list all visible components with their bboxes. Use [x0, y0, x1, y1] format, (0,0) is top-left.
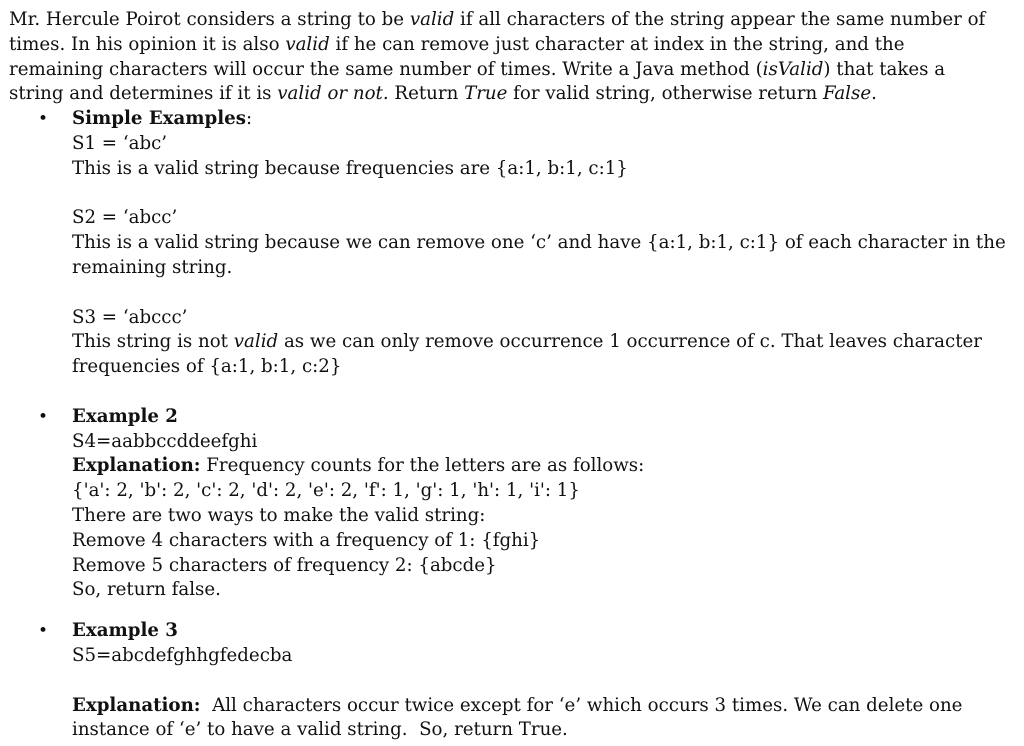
example-s5-label: S5=abcdefghhgfedecba [72, 644, 293, 666]
document-page [9, 8, 1014, 743]
intro-text: for valid string, otherwise return [507, 83, 823, 105]
intro-italic-valid: valid [409, 9, 455, 30]
bullet-icon: • [37, 109, 49, 130]
intro-text: Return [388, 83, 465, 105]
section-heading: Example 2 [72, 405, 178, 427]
intro-text: if he can remove just character at index in the string, and the [329, 33, 905, 55]
intro-text: if all characters of the string appear the same number of [454, 9, 986, 30]
section-heading: Example 3 [72, 620, 178, 642]
spacer [9, 380, 1014, 405]
intro-italic-valid: valid [285, 33, 330, 55]
intro-line-2 [9, 33, 1014, 58]
bullet-icon: • [37, 621, 49, 642]
example-s3-text: frequencies of {a:1, b:1, c:2} [72, 356, 342, 378]
explanation: Explanation: Frequency counts for the letters are as follows: [72, 455, 645, 477]
intro-text: . [871, 83, 877, 105]
intro-italic-method: isValid [762, 58, 824, 80]
explanation-line: Remove 4 characters with a frequency of 1: {fghi} [72, 529, 541, 551]
intro-line-1 [9, 8, 1014, 33]
explanation-line: So, return false. [72, 579, 221, 601]
section-example-2 [9, 405, 1014, 603]
explanation-line: Remove 5 characters of frequency 2: {abcde} [72, 554, 497, 576]
spacer [72, 281, 1014, 306]
example-s3-label: S3 = ‘abccc’ [72, 306, 188, 328]
section-simple-examples [9, 107, 1014, 380]
section-heading: Simple Examples: [72, 108, 253, 130]
spacer [9, 603, 1014, 619]
spacer [72, 669, 1014, 694]
example-s4-label: S4=aabbccddeefghi [72, 430, 258, 452]
intro-italic-valid-or-not: valid or not. [277, 83, 389, 105]
example-s3-text: This string is not valid as we can only remove occurrence 1 occurrence of c. That leaves character [72, 331, 982, 353]
intro-paragraph [9, 8, 1014, 107]
explanation: Explanation: All characters occur twice except for ‘e’ which occurs 3 times. We can delete one [72, 694, 963, 716]
intro-text: string and determines if it is [9, 83, 278, 105]
intro-line-4 [9, 82, 1014, 107]
example-s2-text: remaining string. [72, 256, 233, 278]
example-s2-text: This is a valid string because we can remove one ‘c’ and have {a:1, b:1, c:1} of each character in the [72, 232, 1006, 254]
example-s1-text: This is a valid string because frequencies are {a:1, b:1, c:1} [72, 157, 628, 179]
example-s2-label: S2 = ‘abcc’ [72, 207, 178, 229]
intro-italic-true: True [464, 83, 508, 105]
bullet-icon: • [37, 406, 49, 427]
intro-text: Mr. Hercule Poirot considers a string to be [9, 9, 410, 30]
section-example-3 [9, 619, 1014, 743]
frequency-counts: {'a': 2, 'b': 2, 'c': 2, 'd': 2, 'e': 2, 'f': 1, 'g': 1, 'h': 1, 'i': 1} [72, 480, 580, 502]
example-s1-label: S1 = ‘abc’ [72, 132, 168, 154]
intro-text: remaining characters will occur the same number of times. Write a Java method ( [9, 58, 763, 80]
explanation-line: There are two ways to make the valid string: [72, 504, 486, 526]
explanation-line: instance of ‘e’ to have a valid string. So, return True. [72, 719, 568, 741]
intro-line-3 [9, 58, 1014, 83]
intro-text: ) that takes a [823, 58, 946, 80]
intro-text: times. In his opinion it is also [9, 33, 286, 55]
intro-italic-false: False [822, 83, 872, 105]
spacer [72, 182, 1014, 207]
